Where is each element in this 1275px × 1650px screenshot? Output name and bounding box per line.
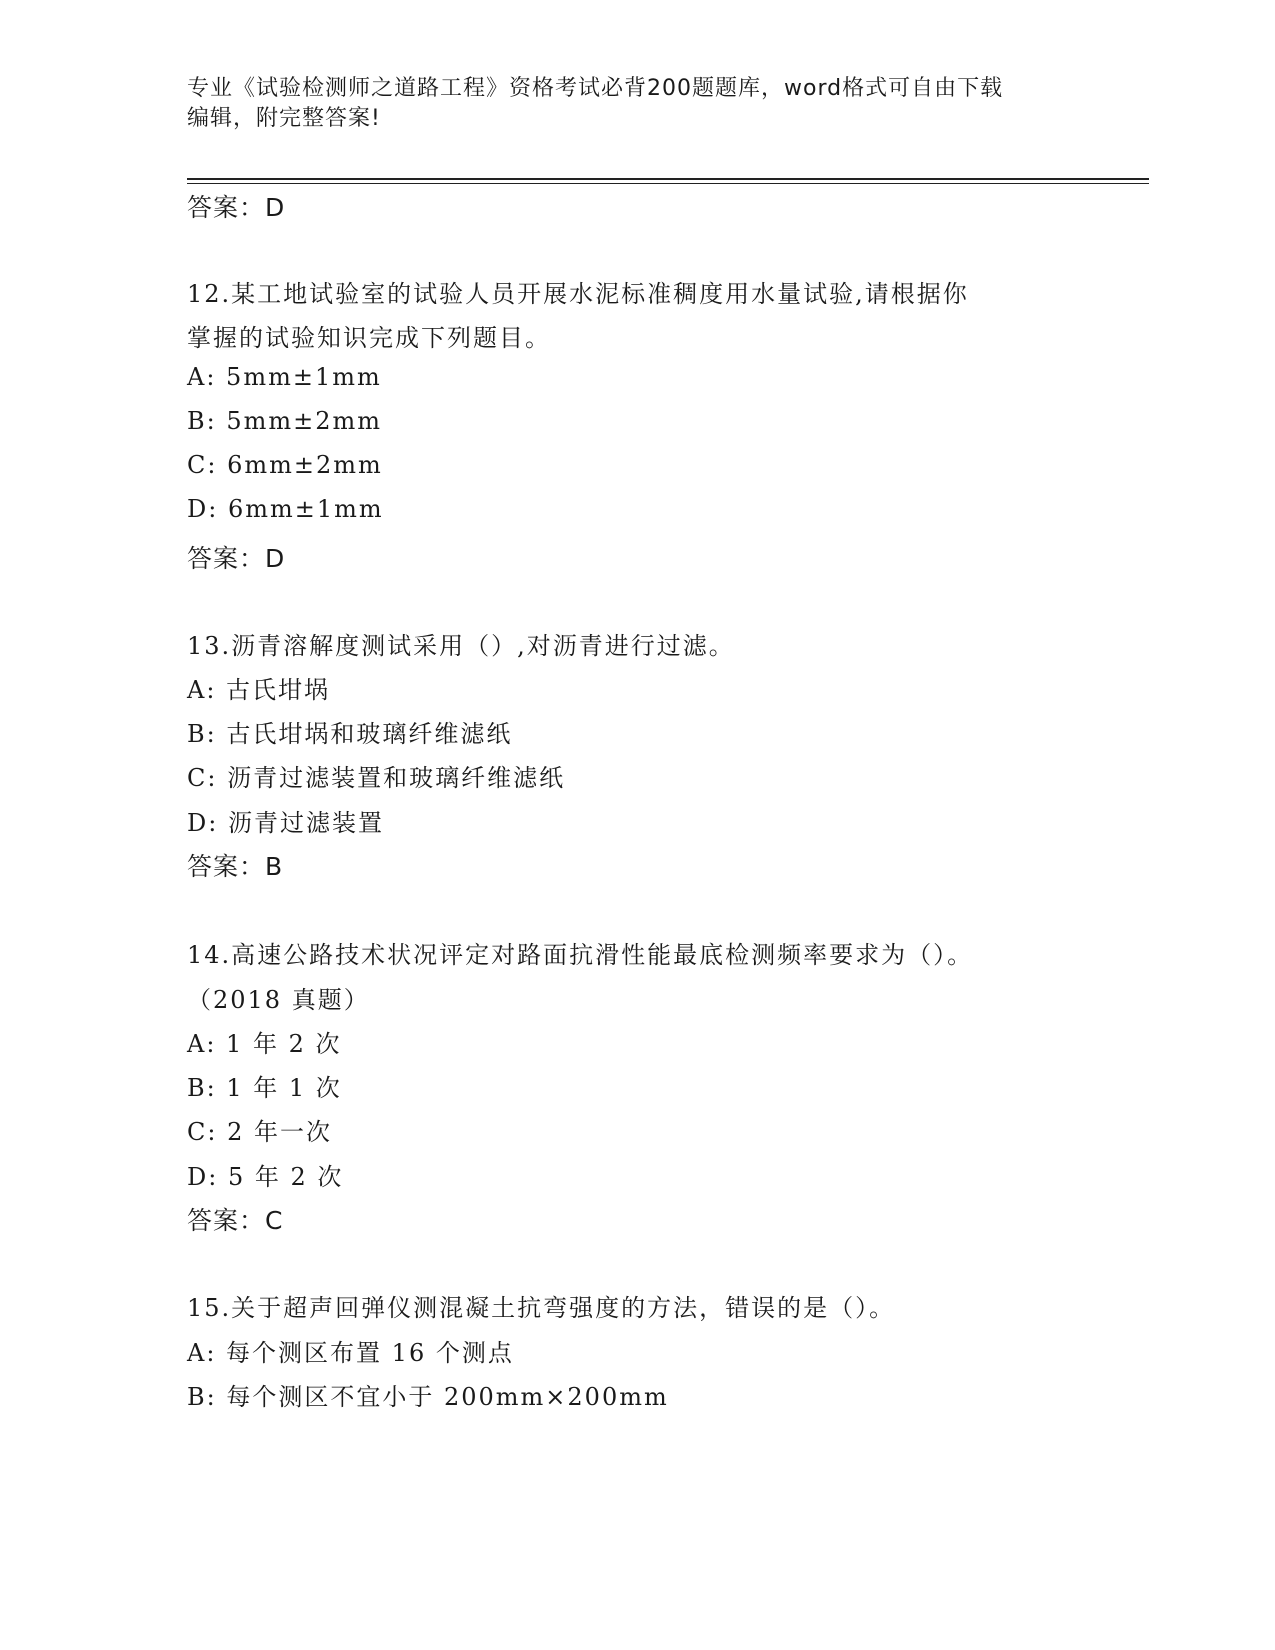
question-12-line-2: 掌握的试验知识完成下列题目。 xyxy=(187,324,551,352)
question-12-option-c: C: 6mm±2mm xyxy=(187,451,383,479)
question-13-option-b: B: 古氏坩埚和玻璃纤维滤纸 xyxy=(187,720,513,748)
question-14-line-1: 14.高速公路技术状况评定对路面抗滑性能最底检测频率要求为（）。 xyxy=(187,941,974,969)
question-12-option-a: A: 5mm±1mm xyxy=(187,363,382,391)
header-rule-thin xyxy=(187,183,1149,184)
header-line-1: 专业《试验检测师之道路工程》资格考试必背200题题库，word格式可自由下载 xyxy=(187,76,1004,101)
question-15-line-1: 15.关于超声回弹仪测混凝土抗弯强度的方法，错误的是（）。 xyxy=(187,1294,896,1322)
answer-q14: 答案：C xyxy=(187,1206,284,1235)
answer-q12: 答案：D xyxy=(187,544,286,573)
question-13-option-a: A: 古氏坩埚 xyxy=(187,676,331,704)
question-13-option-c: C: 沥青过滤装置和玻璃纤维滤纸 xyxy=(187,764,566,792)
answer-q13: 答案：B xyxy=(187,852,284,881)
header-rule-thick xyxy=(187,178,1149,180)
question-15-option-a: A: 每个测区布置 16 个测点 xyxy=(187,1339,514,1367)
question-14-option-b: B: 1 年 1 次 xyxy=(187,1074,342,1102)
answer-q11: 答案：D xyxy=(187,193,286,222)
question-15-option-b: B: 每个测区不宜小于 200mm×200mm xyxy=(187,1383,669,1411)
question-14-option-a: A: 1 年 2 次 xyxy=(187,1030,342,1058)
question-13-option-d: D: 沥青过滤装置 xyxy=(187,809,384,837)
question-13-line-1: 13.沥青溶解度测试采用（）,对沥青进行过滤。 xyxy=(187,632,735,660)
page-header xyxy=(187,74,1087,134)
question-14-line-2: （2018 真题） xyxy=(187,986,370,1014)
question-12-option-d: D: 6mm±1mm xyxy=(187,495,384,523)
question-14-option-d: D: 5 年 2 次 xyxy=(187,1163,344,1191)
header-line-2: 编辑，附完整答案! xyxy=(187,106,381,131)
question-12-line-1: 12.某工地试验室的试验人员开展水泥标准稠度用水量试验,请根据你 xyxy=(187,280,969,308)
question-14-option-c: C: 2 年一次 xyxy=(187,1118,332,1146)
question-12-option-b: B: 5mm±2mm xyxy=(187,407,383,435)
